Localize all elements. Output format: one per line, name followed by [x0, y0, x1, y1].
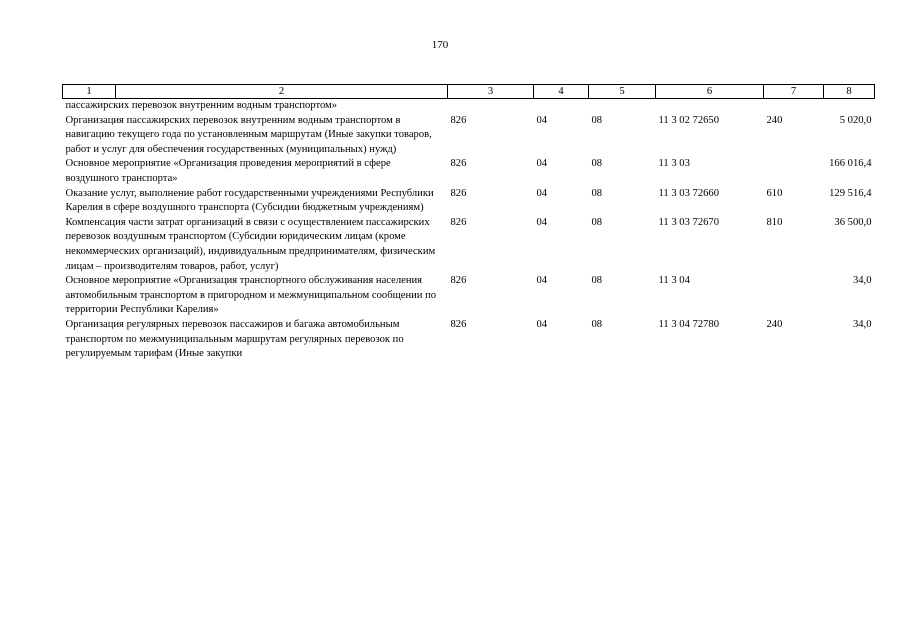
table-row [63, 274, 875, 318]
row-amount [824, 99, 875, 114]
table-row [63, 187, 875, 216]
row-section-code: 04 [536, 275, 548, 287]
row-expense-type: 240 [766, 318, 783, 330]
row-ministry-code: 826 [450, 158, 467, 170]
row-name: Организация регулярных перевозок пассажиров и багажа автомобильным транспортом по межмуниципальным маршрутам регулярных перевозок по регулируемым тарифам (Иные закупки [65, 318, 404, 360]
row-subsection-code [589, 99, 656, 114]
row-subsection-code: 08 [591, 187, 603, 199]
page-number: 170 [431, 39, 449, 51]
row-target-article: 11 3 02 72650 [658, 114, 720, 126]
table-row [63, 114, 875, 158]
row-target-article [656, 99, 764, 114]
header-col-1: 1 [63, 85, 116, 99]
header-col-4: 4 [534, 85, 589, 99]
row-amount: 36 500,0 [834, 216, 872, 228]
row-target-article: 11 3 04 [658, 275, 690, 287]
row-amount: 129 516,4 [829, 187, 872, 199]
row-subsection-code: 08 [591, 114, 603, 126]
budget-table [62, 84, 875, 362]
row-amount: 34,0 [852, 275, 872, 287]
row-ministry-code: 826 [450, 318, 467, 330]
row-subsection-code: 08 [591, 158, 603, 170]
row-section-code: 04 [536, 187, 548, 199]
row-subsection-code: 08 [591, 216, 603, 228]
table-row [63, 318, 875, 362]
row-ministry-code: 826 [450, 275, 467, 287]
header-col-2: 2 [116, 85, 448, 99]
row-ministry-code: 826 [450, 114, 467, 126]
row-target-article: 11 3 04 72780 [658, 318, 720, 330]
header-row [63, 85, 875, 99]
header-col-3: 3 [448, 85, 534, 99]
row-section-code: 04 [536, 114, 548, 126]
row-name: Организация пассажирских перевозок внутренним водным транспортом в навигацию текущего года по установленным маршрутам (Иные закупки товаров, работ и услуг для обеспечения государственных (муниципальных) нужд) [65, 114, 432, 155]
row-expense-type [764, 157, 824, 186]
row-subsection-code: 08 [591, 275, 603, 287]
row-expense-type [764, 99, 824, 114]
row-expense-type: 240 [766, 114, 783, 126]
row-target-article: 11 3 03 [658, 158, 690, 170]
row-section-code [534, 99, 589, 114]
row-target-article: 11 3 03 72660 [658, 187, 720, 199]
row-name: пассажирских перевозок внутренним водным транспортом» [65, 100, 338, 111]
header-col-7: 7 [764, 85, 824, 99]
row-amount: 5 020,0 [839, 114, 872, 126]
table-row [63, 216, 875, 274]
header-col-8: 8 [824, 85, 875, 99]
row-section-code: 04 [536, 158, 548, 170]
header-col-6: 6 [656, 85, 764, 99]
row-name: Основное мероприятие «Организация проведения мероприятий в сфере воздушного транспорта» [65, 158, 391, 184]
row-expense-type: 610 [766, 187, 783, 199]
row-subsection-code: 08 [591, 318, 603, 330]
table-row [63, 157, 875, 186]
header-col-5: 5 [589, 85, 656, 99]
row-ministry-code [448, 99, 534, 114]
table-row [63, 99, 875, 114]
row-expense-type: 810 [766, 216, 783, 228]
row-target-article: 11 3 03 72670 [658, 216, 720, 228]
row-amount: 34,0 [852, 318, 872, 330]
row-amount: 166 016,4 [829, 158, 872, 170]
row-section-code: 04 [536, 318, 548, 330]
row-name: Оказание услуг, выполнение работ государственными учреждениями Республики Карелия в сфере воздушного транспорта (Субсидии бюджетным учреждениям) [65, 187, 434, 214]
table-body [63, 99, 875, 362]
row-section-code: 04 [536, 216, 548, 228]
row-name: Основное мероприятие «Организация транспортного обслуживания населения автомобильным транспортом в пригородном и межмуниципальном сообщении по территории Республики Карелия» [65, 275, 437, 316]
row-name: Компенсация части затрат организаций в связи с осуществлением пассажирских перевозок воздушным транспортом (Субсидии юридическим лицам (кроме некоммерческих организаций), индивидуальным предпринимателям, физическим лицам – производителям товаров, работ, услуг) [65, 216, 436, 272]
row-expense-type [764, 274, 824, 318]
row-ministry-code: 826 [450, 216, 467, 228]
row-ministry-code: 826 [450, 187, 467, 199]
